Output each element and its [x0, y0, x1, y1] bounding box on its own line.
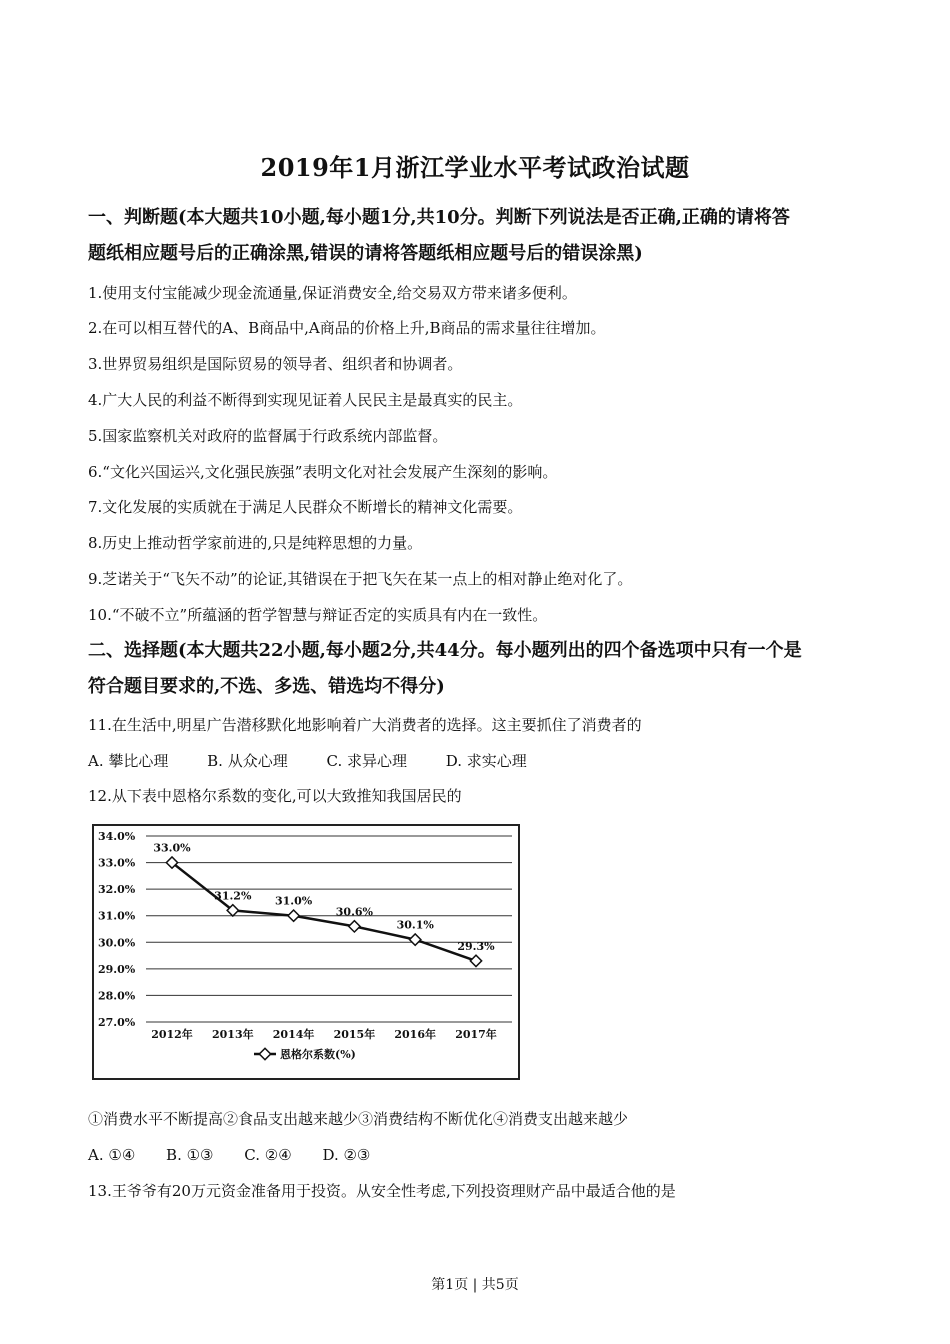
question-10: 10.“不破不立”所蕴涵的哲学智慧与辩证否定的实质具有内在一致性。	[88, 606, 548, 624]
data-point-marker	[349, 921, 360, 932]
section-1-heading-line-2: 题纸相应题号后的正确涂黑,错误的请将答题纸相应题号后的错误涂黑)	[88, 243, 643, 264]
question-4: 4.广大人民的利益不断得到实现见证着人民民主是最真实的民主。	[88, 391, 523, 409]
option-b: B. 从众心理	[207, 752, 288, 770]
option-d: D. 求实心理	[445, 752, 527, 770]
y-tick-label: 31.0%	[98, 909, 136, 923]
data-label: 31.2%	[214, 889, 252, 903]
x-tick-label: 2012年	[151, 1028, 193, 1041]
question-12-statements: ①消费水平不断提高②食品支出越来越少③消费结构不断优化④消费支出越来越少	[88, 1110, 629, 1128]
data-point-marker	[288, 910, 299, 921]
x-tick-label: 2015年	[333, 1028, 376, 1041]
page-title: 2019年1月浙江学业水平考试政治试题	[260, 153, 690, 182]
option-a: A. ①④	[88, 1146, 136, 1164]
section-2-heading	[88, 633, 868, 705]
section-2-heading-line-1: 二、选择题(本大题共22小题,每小题2分,共44分。每小题列出的四个备选项中只有一个是	[88, 640, 802, 661]
question-1: 1.使用支付宝能减少现金流通量,保证消费安全,给交易双方带来诸多便利。	[88, 284, 577, 302]
x-tick-label: 2013年	[211, 1028, 254, 1041]
question-8: 8.历史上推动哲学家前进的,只是纯粹思想的力量。	[88, 534, 423, 552]
data-label: 29.3%	[457, 939, 495, 953]
question-5: 5.国家监察机关对政府的监督属于行政系统内部监督。	[88, 427, 448, 445]
data-label: 33.0%	[153, 841, 191, 855]
y-tick-label: 30.0%	[98, 936, 136, 950]
data-point-marker	[470, 955, 481, 966]
y-tick-label: 28.0%	[98, 989, 136, 1003]
legend-label: 恩格尔系数(%)	[280, 1048, 356, 1061]
series-line	[172, 863, 476, 961]
engel-coefficient-chart	[92, 824, 520, 1080]
question-11-stem: 11.在生活中,明星广告潜移默化地影响着广大消费者的选择。这主要抓住了消费者的	[88, 716, 642, 734]
option-c: C. 求异心理	[326, 752, 407, 770]
option-a: A. 攀比心理	[88, 752, 169, 770]
question-9: 9.芝诺关于“飞矢不动”的论证,其错误在于把飞矢在某一点上的相对静止绝对化了。	[88, 570, 633, 588]
section-1-heading	[88, 200, 868, 272]
y-tick-label: 27.0%	[98, 1016, 136, 1029]
y-tick-label: 32.0%	[98, 883, 136, 897]
y-tick-label: 33.0%	[98, 856, 136, 870]
page-footer: 第1页 | 共5页	[431, 1277, 519, 1293]
legend-marker	[259, 1048, 270, 1059]
question-2: 2.在可以相互替代的A、B商品中,A商品的价格上升,B商品的需求量往往增加。	[88, 319, 606, 337]
question-12-stem: 12.从下表中恩格尔系数的变化,可以大致推知我国居民的	[88, 787, 462, 805]
data-label: 30.1%	[396, 918, 434, 932]
x-tick-label: 2016年	[394, 1028, 437, 1041]
question-11-options	[88, 750, 561, 772]
question-7: 7.文化发展的实质就在于满足人民群众不断增长的精神文化需要。	[88, 498, 523, 516]
x-tick-label: 2017年	[455, 1028, 497, 1041]
y-tick-label: 29.0%	[98, 962, 136, 976]
data-point-marker	[410, 934, 421, 945]
question-3: 3.世界贸易组织是国际贸易的领导者、组织者和协调者。	[88, 355, 463, 373]
question-6: 6.“文化兴国运兴,文化强民族强”表明文化对社会发展产生深刻的影响。	[88, 463, 558, 481]
x-tick-label: 2014年	[272, 1028, 315, 1041]
question-13-stem: 13.王爷爷有20万元资金准备用于投资。从安全性考虑,下列投资理财产品中最适合他的是	[88, 1182, 676, 1200]
section-1-heading-line-1: 一、判断题(本大题共10小题,每小题1分,共10分。判断下列说法是否正确,正确的请将答	[88, 207, 790, 228]
y-tick-label: 34.0%	[98, 830, 136, 843]
data-label: 31.0%	[274, 894, 313, 908]
chart-svg	[94, 826, 518, 1078]
data-label: 30.6%	[335, 905, 374, 919]
section-2-heading-line-2: 符合题目要求的,不选、多选、错选均不得分)	[88, 676, 445, 697]
option-c: C. ②④	[244, 1146, 292, 1164]
question-12-options	[88, 1144, 396, 1166]
option-d: D. ②③	[322, 1146, 371, 1164]
option-b: B. ①③	[166, 1146, 214, 1164]
